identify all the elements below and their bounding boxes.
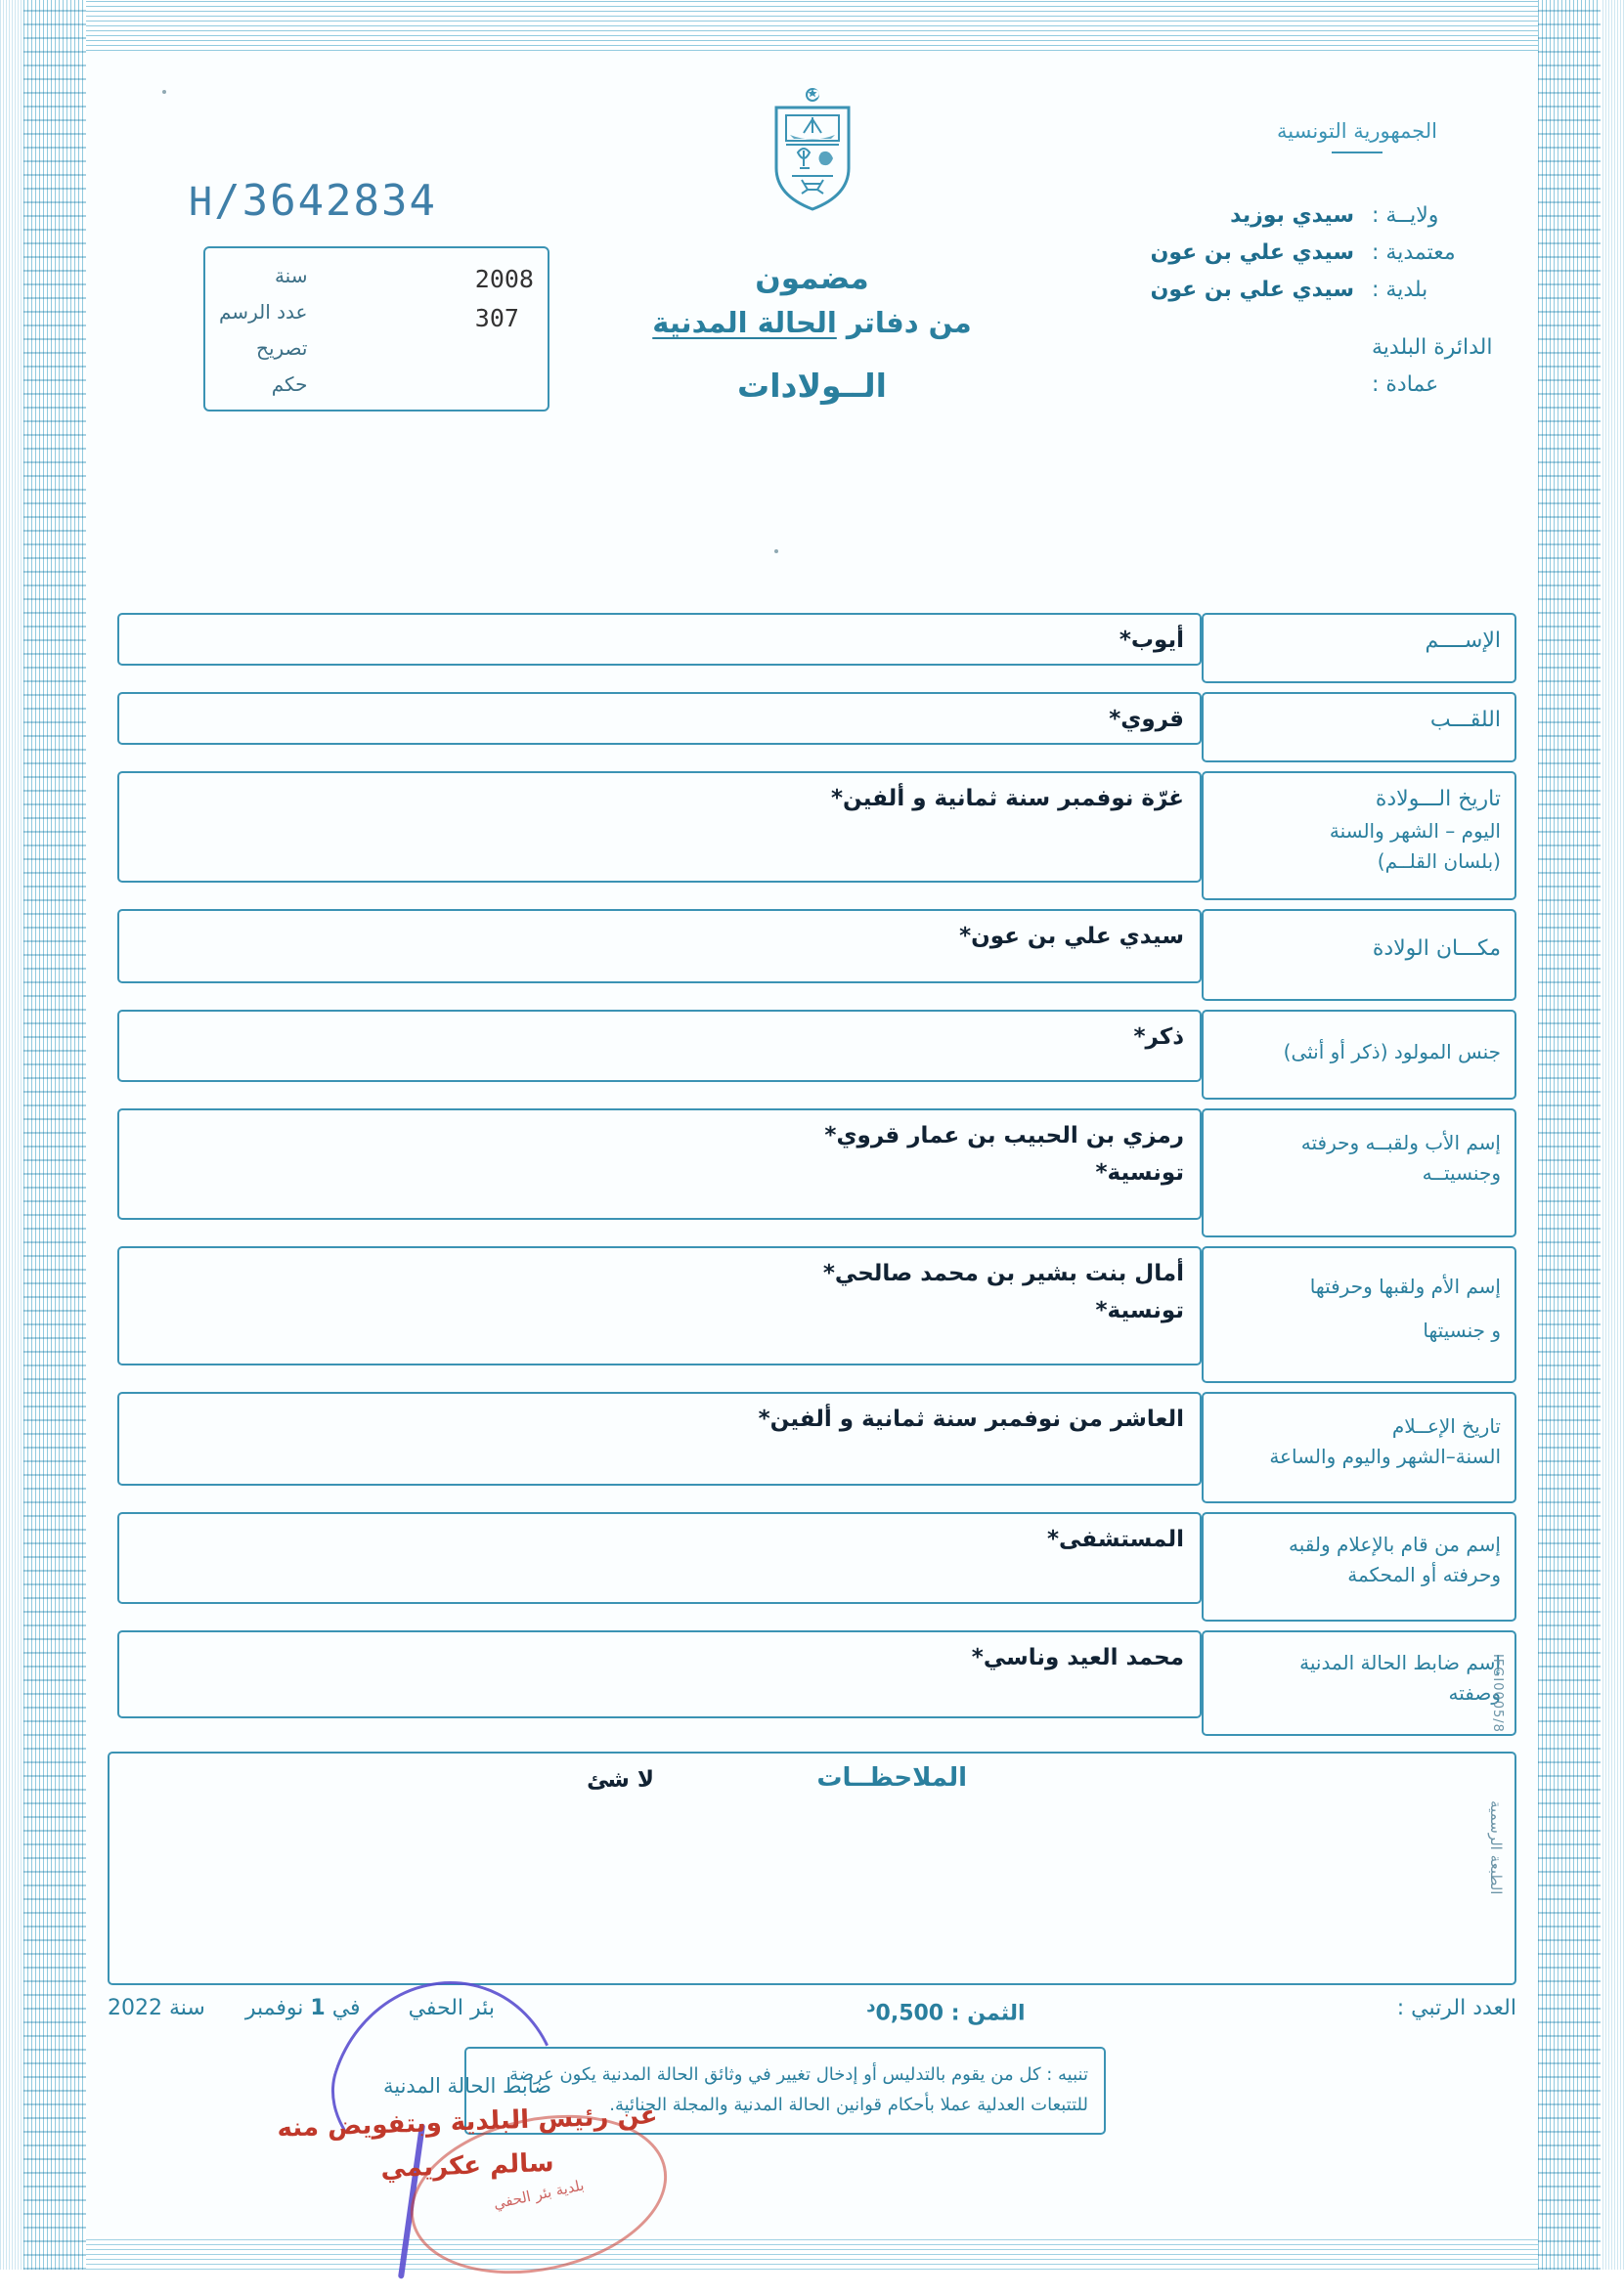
price (866, 1996, 1025, 2025)
issue-year-label: سنة (169, 1996, 205, 2020)
value-birth-place-text: سيدي علي بن عون* (959, 924, 1184, 949)
form-row-civil-officer (108, 1630, 1516, 1736)
form-row-surname (108, 692, 1516, 762)
form-row-declaration-date (108, 1392, 1516, 1503)
signature-title: ضابط الحالة المدنية (382, 2074, 552, 2098)
document-title (500, 261, 1125, 405)
admin-value-delegation: سيدي علي بن عون (1150, 239, 1354, 265)
registration-box (203, 246, 549, 412)
value-sex (117, 1010, 1202, 1082)
print-edition: الطبعة الرسمية (1487, 1800, 1505, 1895)
admin-label-district: الدائرة البلدية (1372, 335, 1493, 361)
label-judgement: حكم (271, 372, 308, 396)
label-civil-officer-line1: إسم ضابط الحالة المدنية (1299, 1651, 1501, 1674)
value-declaration-date-text: العاشر من نوفمبر سنة ثمانية و ألفين* (758, 1407, 1184, 1432)
certificate-page (86, 51, 1538, 2236)
admin-value-governorate: سيدي بوزيد (1230, 203, 1354, 228)
price-value: 0,500 (875, 2001, 944, 2026)
form-row-declarant (108, 1512, 1516, 1622)
label-declarant-line2: وحرفته أو المحكمة (1347, 1563, 1501, 1586)
form-row-father (108, 1108, 1516, 1237)
price-label: الثمن : (950, 2001, 1026, 2026)
value-declaration-date (117, 1392, 1202, 1486)
label-mother (1202, 1246, 1516, 1383)
official-stamp: بلدية بئر الحفي (396, 2093, 682, 2296)
label-sex-text: جنس المولود (ذكر أو أنثى) (1283, 1040, 1501, 1063)
form-row-birth-date (108, 771, 1516, 900)
form-row-sex (108, 1010, 1516, 1100)
value-birth-date (117, 771, 1202, 883)
value-declarant-text: المستشفى* (1047, 1527, 1184, 1552)
remarks-box (108, 1752, 1516, 1985)
title-line-2-prefix: من دفاتر (846, 306, 972, 339)
value-surname-text: قروي* (1109, 707, 1184, 732)
admin-value-municipality: سيدي علي بن عون (1150, 277, 1354, 302)
label-birth-date-line1: تاريخ الـــولادة (1375, 787, 1501, 811)
label-name-text: الإســــم (1425, 628, 1501, 653)
value-name (117, 613, 1202, 666)
form-row-name (108, 613, 1516, 683)
label-civil-officer-line2: وصفته (1448, 1681, 1501, 1705)
form-row-birth-place (108, 909, 1516, 1001)
value-birth-place (117, 909, 1202, 983)
label-declarant (1202, 1512, 1516, 1622)
country-header-rule (1332, 152, 1383, 153)
admin-label-delegation: معتمدية : (1372, 239, 1456, 265)
value-mother-nationality: تونسية* (1095, 1298, 1184, 1323)
label-declaration: تصريح (256, 336, 308, 360)
issue-month: نوفمبر (244, 1996, 304, 2020)
label-year: سنة (274, 264, 308, 287)
label-civil-officer (1202, 1630, 1516, 1736)
title-line-1: مضمون (755, 261, 869, 296)
admin-row-governorate (971, 197, 1518, 235)
label-father-line2: وجنسيتــه (1422, 1161, 1501, 1185)
paper-speck (162, 90, 166, 94)
price-currency: د (866, 1996, 876, 2016)
label-birth-date-line2: اليوم – الشهر والسنة (1329, 819, 1501, 844)
label-fee-number: عدد الرسم (219, 300, 308, 324)
label-father (1202, 1108, 1516, 1237)
paper-edge-left (0, 0, 22, 2270)
guilloche-border-left (23, 0, 86, 2270)
signature-delegation: عن رئيس البلدية وبتفويض منه (276, 2101, 658, 2144)
admin-label-governorate: ولايــة : (1372, 203, 1439, 228)
value-birth-date-text: غرّة نوفمبر سنة ثمانية و ألفين* (831, 786, 1184, 811)
admin-label-sector: عمادة : (1372, 372, 1439, 398)
title-line-2-underlined: الحالة المدنية (652, 306, 837, 339)
value-father-nationality: تونسية* (1095, 1160, 1184, 1186)
signature-name: سالم عكريمي (379, 2147, 554, 2185)
print-code: IFGI0005/8 (1490, 1654, 1505, 1733)
form-row-mother (108, 1246, 1516, 1383)
value-civil-officer (117, 1630, 1202, 1718)
value-father (117, 1108, 1202, 1220)
label-father-line1: إسم الأب ولقبــه وحرفته (1300, 1131, 1501, 1154)
paper-speck (774, 549, 778, 553)
value-father-name: رمزي بن الحبيب بن عمار قروي* (824, 1123, 1184, 1148)
label-mother-line2: و جنسيتها (1423, 1319, 1501, 1342)
issue-year: 2022 (108, 1996, 162, 2020)
issue-day: 1 (310, 1996, 326, 2020)
guilloche-border-bottom (86, 2236, 1538, 2270)
serial-prefix: H (189, 180, 215, 225)
tunisia-emblem-icon (767, 86, 858, 211)
label-birth-date (1202, 771, 1516, 900)
label-birth-place (1202, 909, 1516, 1001)
remarks-title: الملاحظــات (816, 1763, 967, 1793)
order-number (1397, 1996, 1516, 2020)
order-number-label: العدد الرتبي : (1396, 1996, 1516, 2020)
label-birth-date-line3: (بلسان القلــم) (1377, 849, 1501, 874)
admin-label-municipality: بلدية : (1372, 277, 1428, 302)
label-surname-text: اللقـــب (1429, 708, 1501, 732)
label-name (1202, 613, 1516, 683)
title-line-2 (500, 306, 1125, 339)
value-mother (117, 1246, 1202, 1365)
value-mother-name: أمال بنت بشير بن محمد صالحي* (822, 1261, 1184, 1286)
guilloche-border-top (86, 0, 1538, 51)
value-sex-text: ذكر* (1133, 1024, 1184, 1050)
guilloche-border-right (1538, 0, 1601, 2270)
label-birth-place-text: مكـــان الولادة (1372, 936, 1501, 961)
birth-record-form (108, 613, 1516, 1985)
country-header (1196, 119, 1518, 153)
paper-edge-right (1602, 0, 1624, 2270)
serial-digits: /3642834 (214, 176, 438, 226)
value-civil-officer-text: محمد العيد وناسي* (971, 1645, 1184, 1670)
value-declarant (117, 1512, 1202, 1604)
serial-number (189, 176, 511, 226)
remarks-value: لا شئ (587, 1767, 654, 1793)
title-line-3: الــولادات (737, 367, 887, 405)
label-declarant-line1: إسم من قام بالإعلام ولقبه (1289, 1533, 1501, 1556)
country-header-text: الجمهورية التونسية (1277, 119, 1437, 143)
issue-place: بئر الحفي (408, 1996, 495, 2020)
label-surname (1202, 692, 1516, 762)
value-name-text: أيوب* (1119, 628, 1184, 653)
value-surname (117, 692, 1202, 745)
value-year: 2008 (474, 265, 534, 293)
label-declaration-date-line1: تاريخ الإعــلام (1391, 1414, 1501, 1438)
label-sex (1202, 1010, 1516, 1100)
issue-in-label: في (331, 1996, 361, 2020)
label-declaration-date-line2: السنة–الشهر واليوم والساعة (1269, 1445, 1501, 1468)
value-fee-number: 307 (474, 304, 519, 332)
warning-box: تنبيه : كل من يقوم بالتدليس أو إدخال تغيير في وثائق الحالة المدنية يكون عرضة للتتبعات العدلية عملا بأحكام قوانين الحالة المدنية والمجلة الجنائية. (464, 2047, 1106, 2134)
label-declaration-date (1202, 1392, 1516, 1503)
label-mother-line1: إسم الأم ولقبها وحرفتها (1309, 1275, 1501, 1298)
